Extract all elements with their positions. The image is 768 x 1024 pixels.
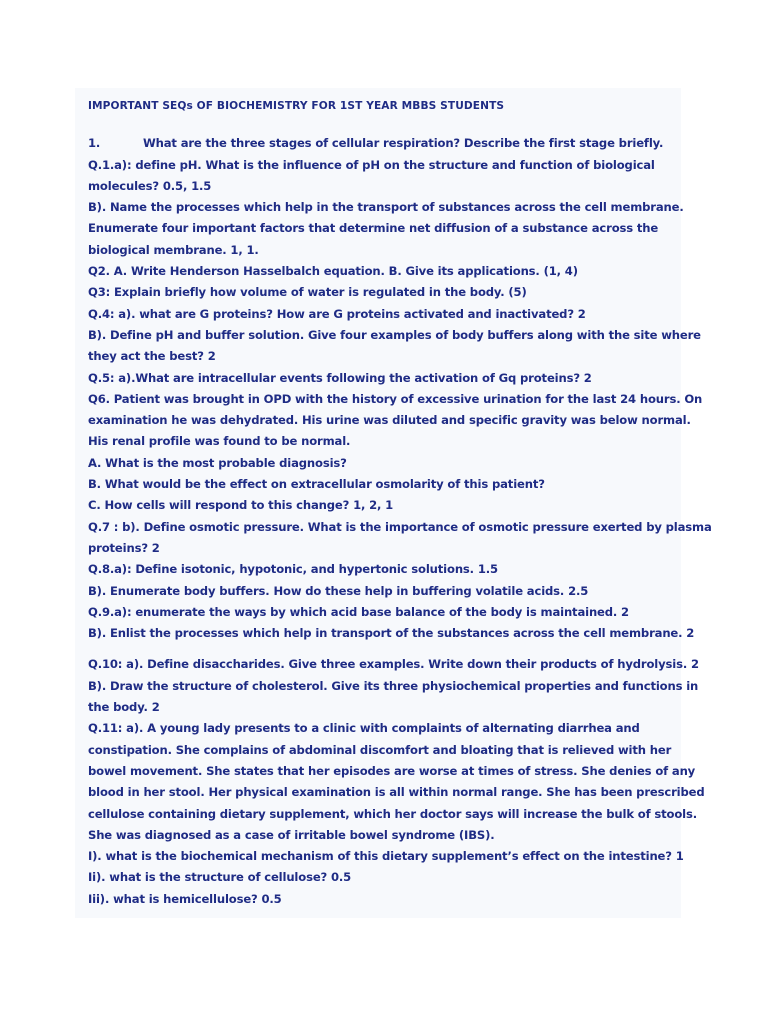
text-line: bowel movement. She states that her episodes are worse at times of stress. She denies of any	[88, 763, 696, 778]
text-line: blood in her stool. Her physical examination is all within normal range. She has been prescribed	[88, 785, 705, 800]
text-line: Q.11: a). A young lady presents to a clinic with complaints of alternating diarrhea and	[88, 721, 640, 736]
text-line: Enumerate four important factors that determine net diffusion of a substance across the	[88, 221, 659, 236]
text-line: molecules? 0.5, 1.5	[88, 178, 212, 193]
text-line: constipation. She complains of abdominal discomfort and bloating that is relieved with her	[88, 742, 672, 757]
text-line: B). Name the processes which help in the transport of substances across the cell membrane.	[88, 200, 684, 215]
text-line: I). what is the biochemical mechanism of this dietary supplement’s effect on the intestine? 1	[88, 849, 684, 864]
text-line: B). Enumerate body buffers. How do these help in buffering volatile acids. 2.5	[88, 583, 589, 598]
text-line: Q6. Patient was brought in OPD with the history of excessive urination for the last 24 hours. On	[88, 391, 703, 406]
text-line: the body. 2	[88, 700, 160, 715]
question-1-number: 1.	[88, 136, 101, 151]
text-line: Q.10: a). Define disaccharides. Give three examples. Write down their products of hydrolysis. 2	[88, 657, 699, 672]
text-line: Ii). what is the structure of cellulose? 0.5	[88, 870, 352, 885]
text-line: B). Draw the structure of cholesterol. Give its three physiochemical properties and functions in	[88, 678, 699, 693]
document-body	[88, 96, 712, 910]
text-line: Q.1.a): define pH. What is the influence of pH on the structure and function of biological	[88, 157, 655, 172]
text-line: Q.4: a). what are G proteins? How are G proteins activated and inactivated? 2	[88, 306, 586, 321]
text-line: Q.5: a).What are intracellular events following the activation of Gq proteins? 2	[88, 370, 592, 385]
text-line: Q.9.a): enumerate the ways by which acid base balance of the body is maintained. 2	[88, 604, 629, 619]
text-line: B). Define pH and buffer solution. Give four examples of body buffers along with the site where	[88, 327, 701, 342]
text-line: A. What is the most probable diagnosis?	[88, 455, 347, 470]
paragraph-gap	[88, 644, 688, 654]
text-line: Q.7 : b). Define osmotic pressure. What is the importance of osmotic pressure exerted by plasma	[88, 519, 712, 534]
text-line: His renal profile was found to be normal.	[88, 434, 351, 449]
text-line: Q3: Explain briefly how volume of water is regulated in the body. (5)	[88, 285, 527, 300]
question-1	[88, 133, 688, 154]
text-line: C. How cells will respond to this change? 1, 2, 1	[88, 498, 394, 513]
question-block-a	[88, 155, 712, 645]
text-line: Q.8.a): Define isotonic, hypotonic, and hypertonic solutions. 1.5	[88, 562, 498, 577]
text-line: proteins? 2	[88, 540, 160, 555]
document-title: IMPORTANT SEQs OF BIOCHEMISTRY FOR 1ST YEAR MBBS STUDENTS	[88, 100, 505, 112]
question-block-b	[88, 654, 705, 910]
text-line: biological membrane. 1, 1.	[88, 242, 259, 257]
text-line: they act the best? 2	[88, 349, 216, 364]
text-line: She was diagnosed as a case of irritable bowel syndrome (IBS).	[88, 827, 495, 842]
text-line: cellulose containing dietary supplement, which her doctor says will increase the bulk of stools.	[88, 806, 697, 821]
text-line: Iii). what is hemicellulose? 0.5	[88, 891, 282, 906]
text-line: examination he was dehydrated. His urine was diluted and specific gravity was below normal.	[88, 413, 691, 428]
question-1-text: What are the three stages of cellular respiration? Describe the first stage briefly.	[143, 136, 664, 151]
text-line: Q2. A. Write Henderson Hasselbalch equation. B. Give its applications. (1, 4)	[88, 264, 578, 279]
text-line: B). Enlist the processes which help in transport of the substances across the cell membrane. 2	[88, 626, 695, 641]
text-line: B. What would be the effect on extracellular osmolarity of this patient?	[88, 477, 545, 492]
